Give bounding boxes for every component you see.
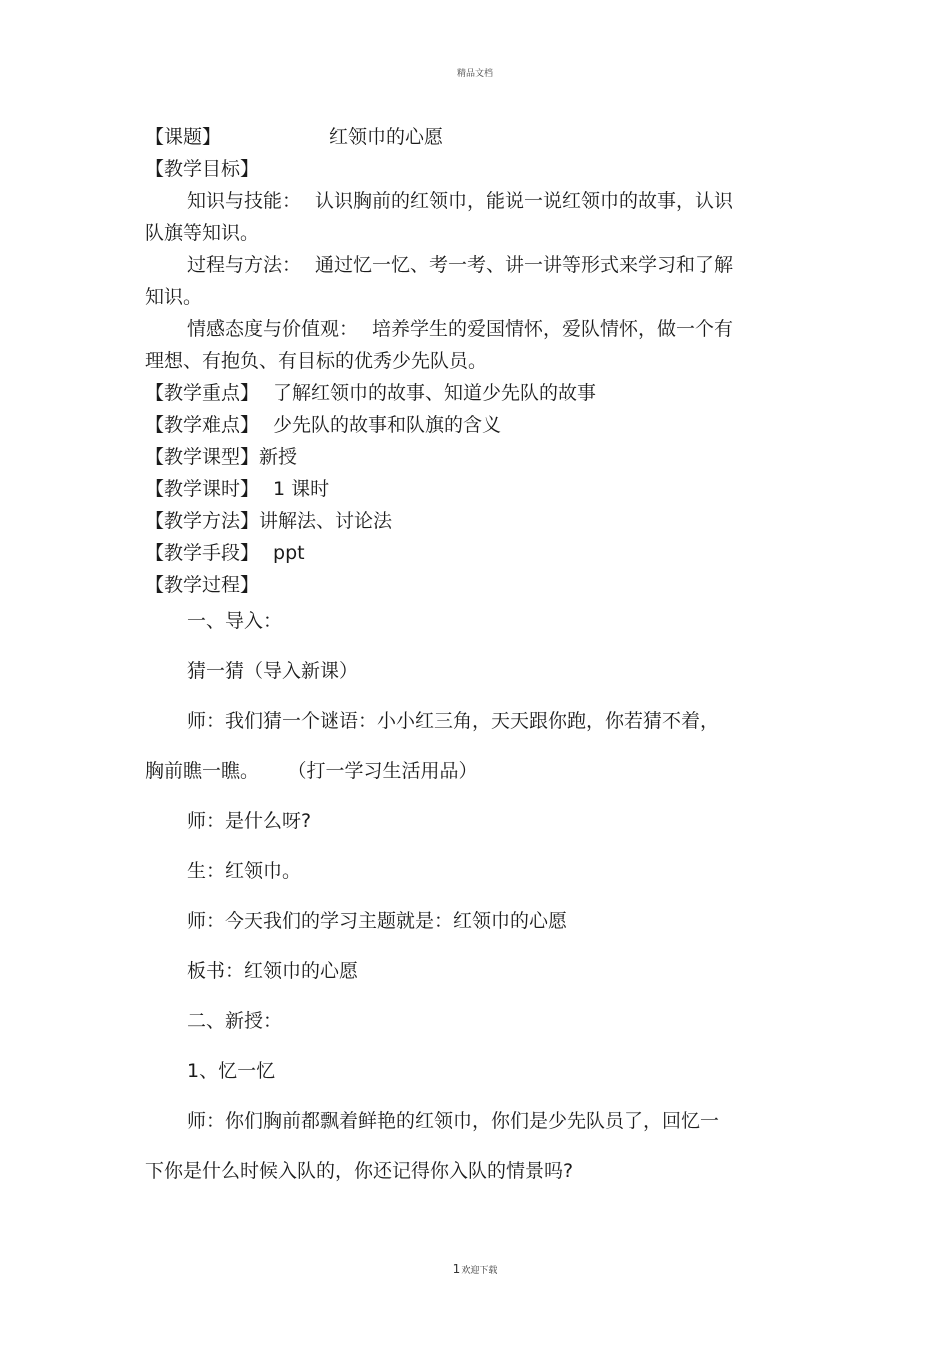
knowledge-label: 知识与技能：: [187, 190, 302, 212]
lesson-title: 红领巾的心愿: [329, 126, 444, 148]
objective-knowledge-line1: [145, 185, 795, 217]
class-hours-line: [145, 473, 795, 505]
objective-emotion-line2: [145, 345, 795, 377]
teacher-question: 师：是什么呀?: [187, 810, 312, 832]
knowledge-text-2: 队旗等知识。: [145, 222, 260, 244]
page-footer: [0, 1262, 950, 1276]
teaching-means-label: 【教学手段】: [145, 542, 260, 564]
lesson-type-value: 新授: [259, 446, 298, 468]
lesson-type-line: [145, 441, 795, 473]
teaching-means-value: ppt: [273, 542, 305, 564]
lesson-type-label: 【教学课型】: [145, 446, 260, 468]
class-hours-value: 1 课时: [273, 478, 330, 500]
recall-heading: 1、忆一忆: [187, 1060, 276, 1082]
board-writing: 板书：红领巾的心愿: [187, 960, 359, 982]
objectives-heading: [145, 153, 795, 185]
riddle-line2: 胸前瞧一瞧。 （打一学习生活用品）: [145, 760, 478, 782]
emotion-label: 情感态度与价值观：: [187, 318, 359, 340]
key-points-line: [145, 377, 795, 409]
page-header: [0, 66, 950, 79]
title-label: 【课题】: [145, 126, 222, 148]
difficulties-line: [145, 409, 795, 441]
key-points-value: 了解红领巾的故事、知道少先队的故事: [273, 382, 597, 404]
process-label: 过程与方法：: [187, 254, 302, 276]
process-text-2: 知识。: [145, 286, 203, 308]
emotion-text-1: 培养学生的爱国情怀，爱队情怀，做一个有: [372, 318, 734, 340]
class-hours-label: 【教学课时】: [145, 478, 260, 500]
teaching-method-label: 【教学方法】: [145, 510, 260, 532]
difficulties-value: 少先队的故事和队旗的含义: [273, 414, 502, 436]
key-points-label: 【教学重点】: [145, 382, 260, 404]
objectives-label: 【教学目标】: [145, 158, 260, 180]
footer-text: 欢迎下载: [461, 1266, 498, 1276]
objective-process-line1: [145, 249, 795, 281]
teacher-topic: 师：今天我们的学习主题就是：红领巾的心愿: [187, 910, 568, 932]
objective-knowledge-line2: [145, 217, 795, 249]
riddle-line1: 师：我们猜一个谜语：小小红三角，天天跟你跑，你若猜不着，: [187, 710, 720, 732]
teaching-process-label: 【教学过程】: [145, 574, 260, 596]
teaching-process-heading: [145, 569, 795, 601]
teaching-means-line: [145, 537, 795, 569]
header-text: 精品文档: [456, 69, 493, 79]
student-answer: 生：红领巾。: [187, 860, 302, 882]
emotion-text-2: 理想、有抱负、有目标的优秀少先队员。: [145, 350, 488, 372]
teaching-method-line: [145, 505, 795, 537]
section-new-heading: 二、新授：: [187, 1010, 283, 1032]
objective-emotion-line1: [145, 313, 795, 345]
recall-line1: 师：你们胸前都飘着鲜艳的红领巾，你们是少先队员了，回忆一: [187, 1110, 720, 1132]
knowledge-text-1: 认识胸前的红领巾，能说一说红领巾的故事，认识: [315, 190, 734, 212]
teaching-method-value: 讲解法、讨论法: [259, 510, 393, 532]
guess-heading: 猜一猜（导入新课）: [187, 660, 359, 682]
process-text-1: 通过忆一忆、考一考、讲一讲等形式来学习和了解: [315, 254, 734, 276]
recall-line2: 下你是什么时候入队的，你还记得你入队的情景吗?: [145, 1160, 574, 1182]
title-line: [145, 121, 795, 153]
lesson-plan-body: [145, 121, 795, 1209]
page-number: 1: [452, 1262, 461, 1276]
section-intro-heading: 一、导入：: [187, 610, 283, 632]
objective-process-line2: [145, 281, 795, 313]
difficulties-label: 【教学难点】: [145, 414, 260, 436]
